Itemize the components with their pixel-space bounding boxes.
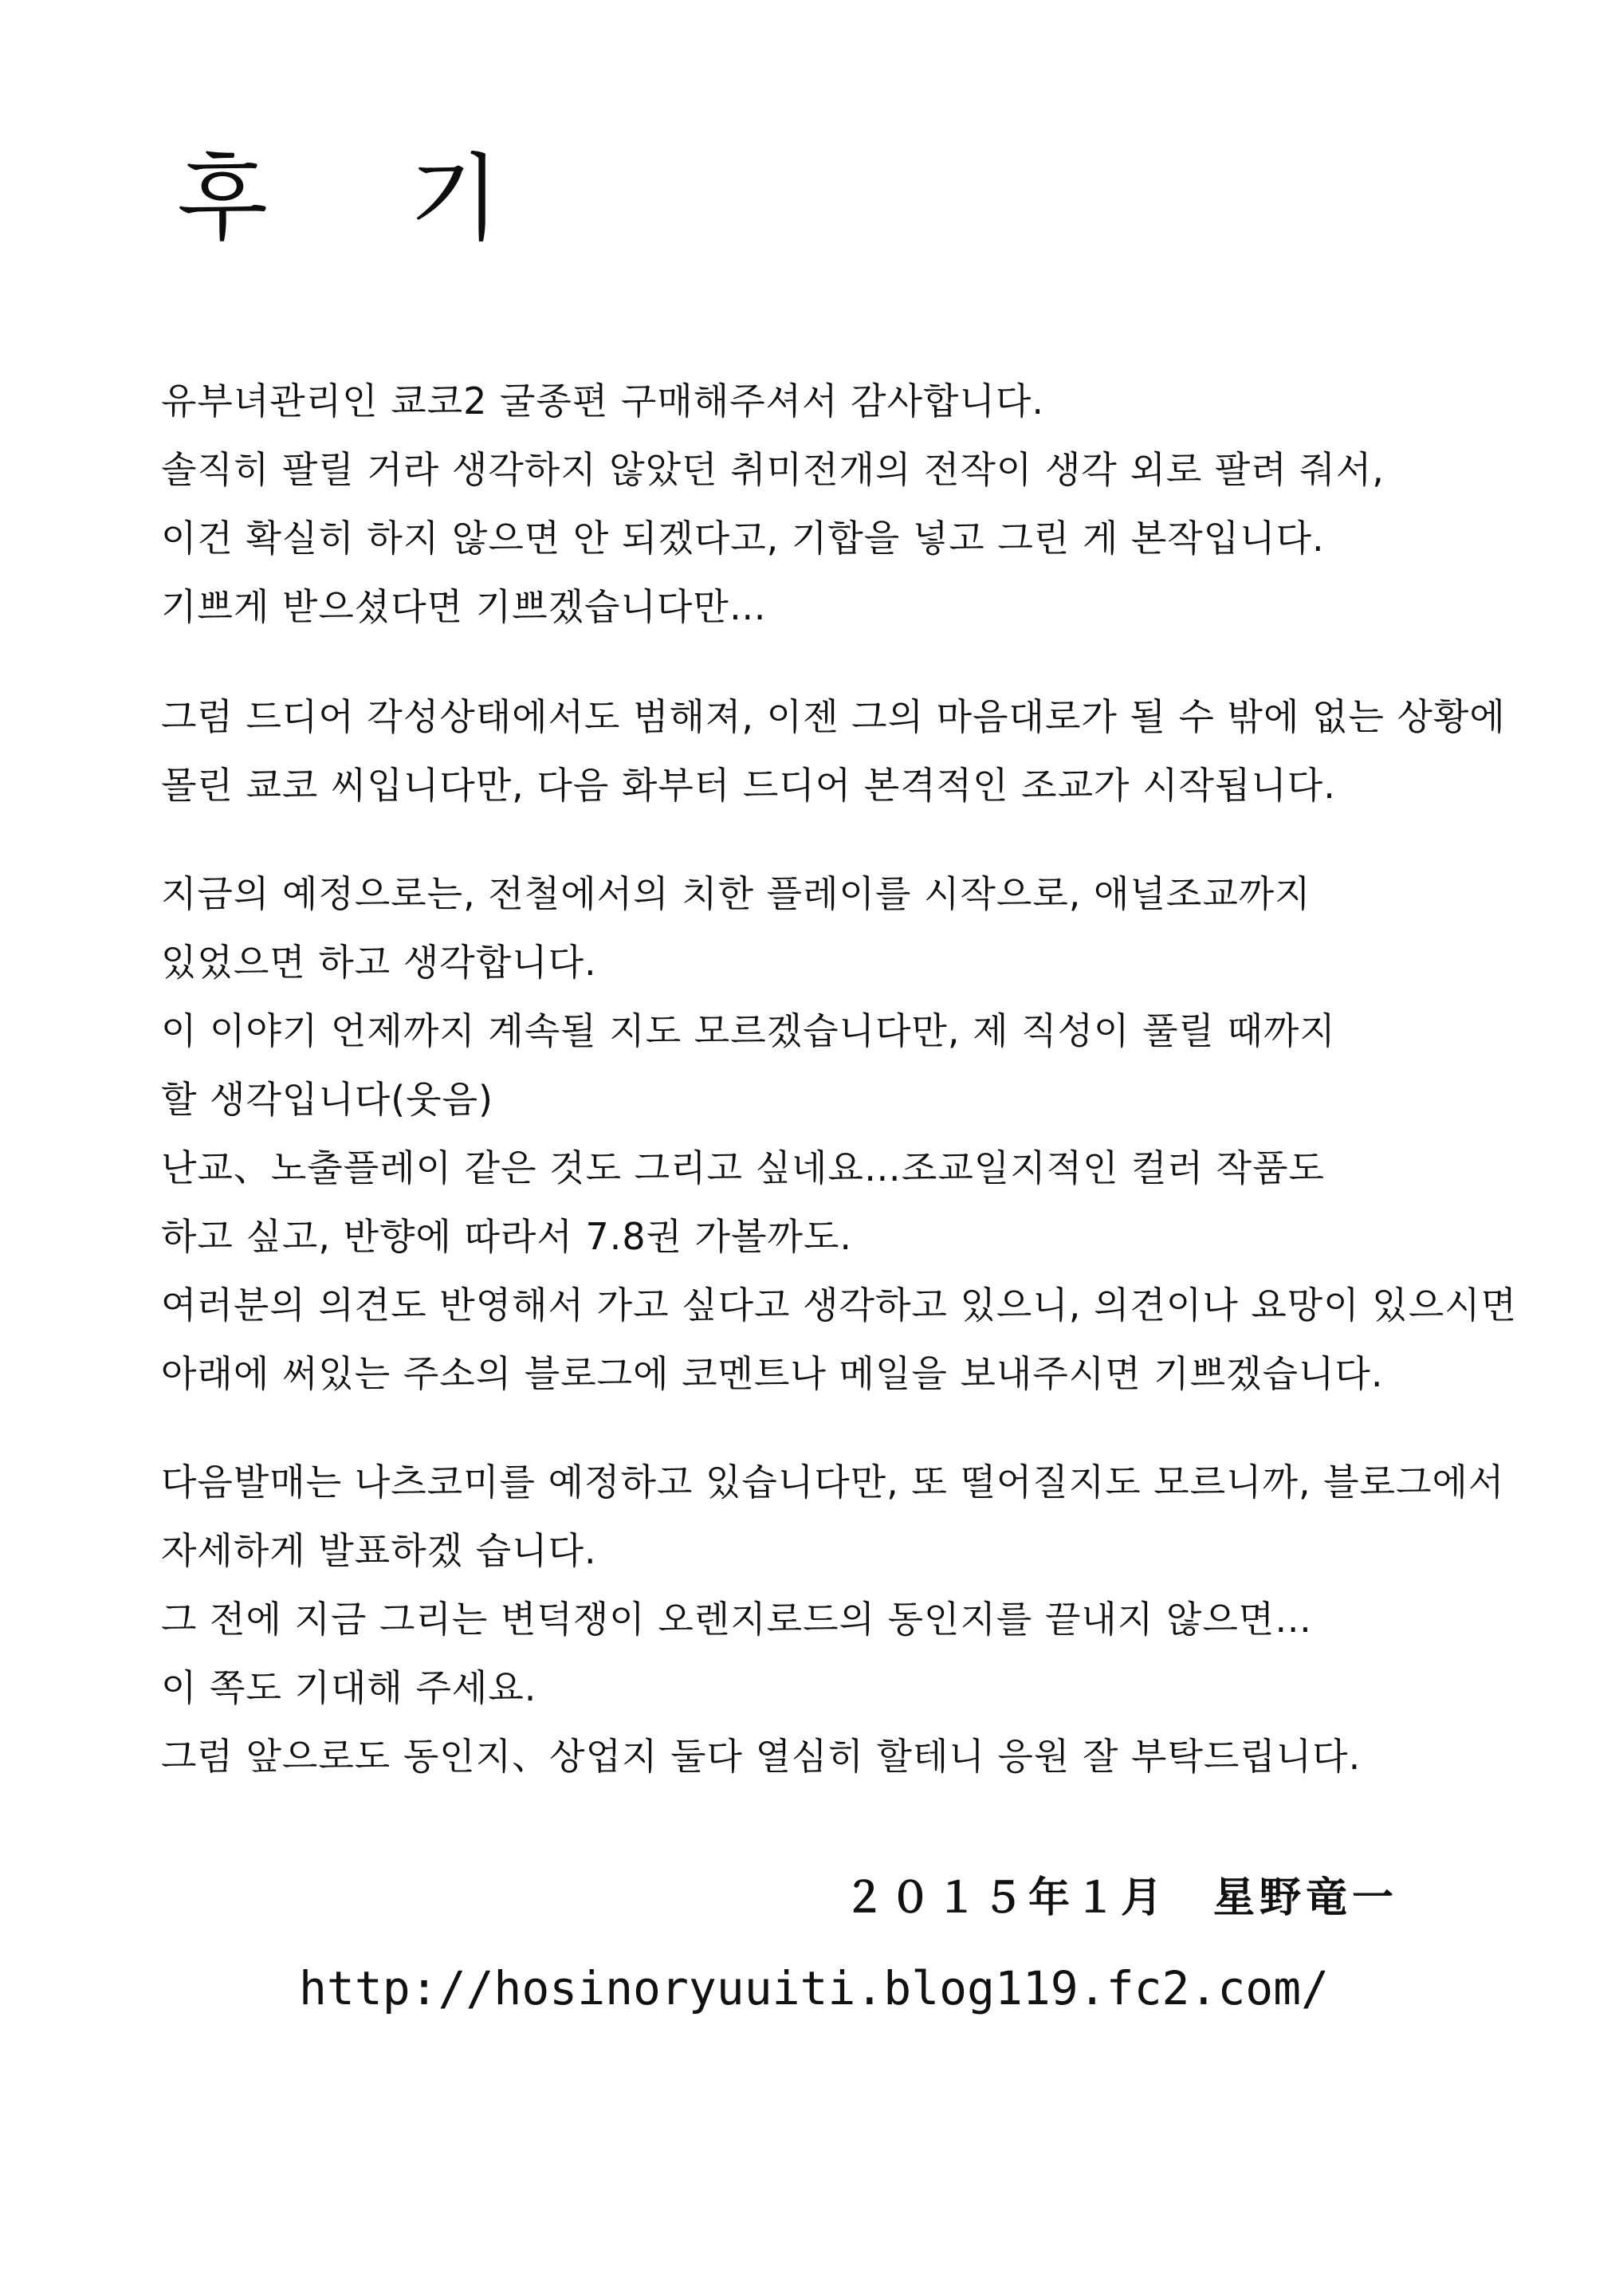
body-line: 솔직히 팔릴 거라 생각하지 않았던 취미전개의 전작이 생각 외로 팔려 줘서, <box>161 448 1385 491</box>
blog-url: http://hosinoryuuiti.blog119.fc2.com/ <box>299 1961 1330 2015</box>
body-line: 할 생각입니다(웃음) <box>161 1078 494 1121</box>
body-line: 유부녀관리인 쿄코2 굴종편 구매해주셔서 감사합니다. <box>161 379 1044 423</box>
body-line: 그 전에 지금 그리는 변덕쟁이 오렌지로드의 동인지를 끝내지 않으면… <box>161 1598 1313 1641</box>
body-line: 이 쪽도 기대해 주세요. <box>161 1666 537 1709</box>
body-line: 그럼 드디어 각성상태에서도 범해져, 이젠 그의 마음대로가 될 수 밖에 없는 상황에 <box>161 695 1506 738</box>
body-line: 여러분의 의견도 반영해서 가고 싶다고 생각하고 있으니, 의견이나 요망이 있으시면 <box>161 1284 1518 1327</box>
body-line: 자세하게 발표하겠 습니다. <box>161 1529 597 1572</box>
body-line: 아래에 써있는 주소의 블로그에 코멘트나 메일을 보내주시면 기쁘겠습니다. <box>161 1352 1384 1395</box>
body-line: 다음발매는 나츠코미를 예정하고 있습니다만, 또 떨어질지도 모르니까, 블로그에서 <box>161 1461 1505 1504</box>
body-line: 이건 확실히 하지 않으면 안 되겠다고, 기합을 넣고 그린 게 본작입니다. <box>161 517 1325 560</box>
body-line: 난교、노출플레이 같은 것도 그리고 싶네요…조교일지적인 컬러 작품도 <box>161 1146 1325 1189</box>
signature-date-author: ２０１５年１月 星野竜一 <box>843 1874 1399 1922</box>
body-line: 있었으면 하고 생각합니다. <box>161 941 597 984</box>
body-line: 몰린 쿄코 씨입니다만, 다음 화부터 드디어 본격적인 조교가 시작됩니다. <box>161 764 1336 807</box>
body-line: 하고 싶고, 반향에 따라서 7.8권 가볼까도. <box>161 1215 853 1258</box>
body-line: 이 이야기 언제까지 계속될 지도 모르겠습니다만, 제 직성이 풀릴 때까지 <box>161 1009 1336 1052</box>
page-title: 후 기 <box>177 144 556 254</box>
body-line: 지금의 예정으로는, 전철에서의 치한 플레이를 시작으로, 애널조교까지 <box>161 872 1311 915</box>
body-line: 기쁘게 받으셨다면 기쁘겠습니다만… <box>161 585 767 628</box>
body-line: 그럼 앞으로도 동인지、상업지 둘다 열심히 할테니 응원 잘 부탁드립니다. <box>161 1735 1362 1778</box>
